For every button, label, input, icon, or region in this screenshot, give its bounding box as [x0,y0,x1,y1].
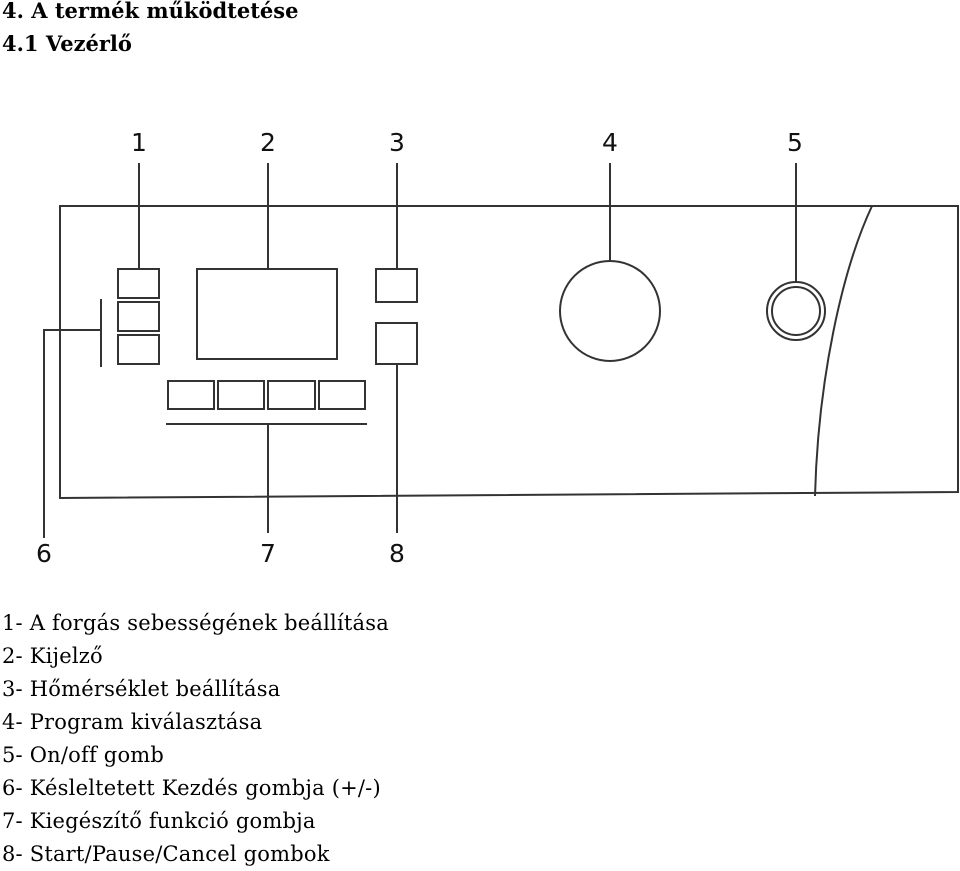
legend-item-7: 7- Kiegészítő funkció gombja [2,809,316,833]
callout-1: 1 [131,128,147,157]
legend-item-8: 8- Start/Pause/Cancel gombok [2,842,330,866]
legend-item-2: 2- Kijelző [2,644,103,668]
display-screen [197,269,337,359]
legend-item-1: 1- A forgás sebességének beállítása [2,611,389,635]
speed-button-middle [118,302,159,331]
panel-outline [60,206,958,498]
on-off-button-inner [772,287,820,335]
callout-6: 6 [36,539,52,568]
aux-button-4 [319,381,365,409]
subsection-title: 4.1 Vezérlő [2,31,132,56]
leader-line-6 [44,330,101,538]
panel-door-curve [815,206,872,496]
legend-item-6: 6- Késleltetett Kezdés gombja (+/-) [2,776,381,800]
callout-7: 7 [260,539,276,568]
legend-list [2,607,389,871]
callout-4: 4 [602,128,618,157]
aux-button-1 [168,381,214,409]
callout-5: 5 [787,128,803,157]
legend-item-5: 5- On/off gomb [2,743,165,767]
temperature-button [376,269,417,302]
legend-item-4: 4- Program kiválasztása [2,710,263,734]
aux-button-2 [218,381,264,409]
callout-2: 2 [260,128,276,157]
legend-item-3: 3- Hőmérséklet beállítása [2,677,281,701]
speed-button-bottom [118,335,159,364]
callout-8: 8 [389,539,405,568]
section-title: 4. A termék működtetése [2,0,299,23]
program-knob [560,261,660,361]
callout-3: 3 [389,128,405,157]
speed-button-top [118,269,159,298]
on-off-button-outer [767,282,825,340]
aux-button-3 [268,381,315,409]
start-pause-button [376,323,417,364]
